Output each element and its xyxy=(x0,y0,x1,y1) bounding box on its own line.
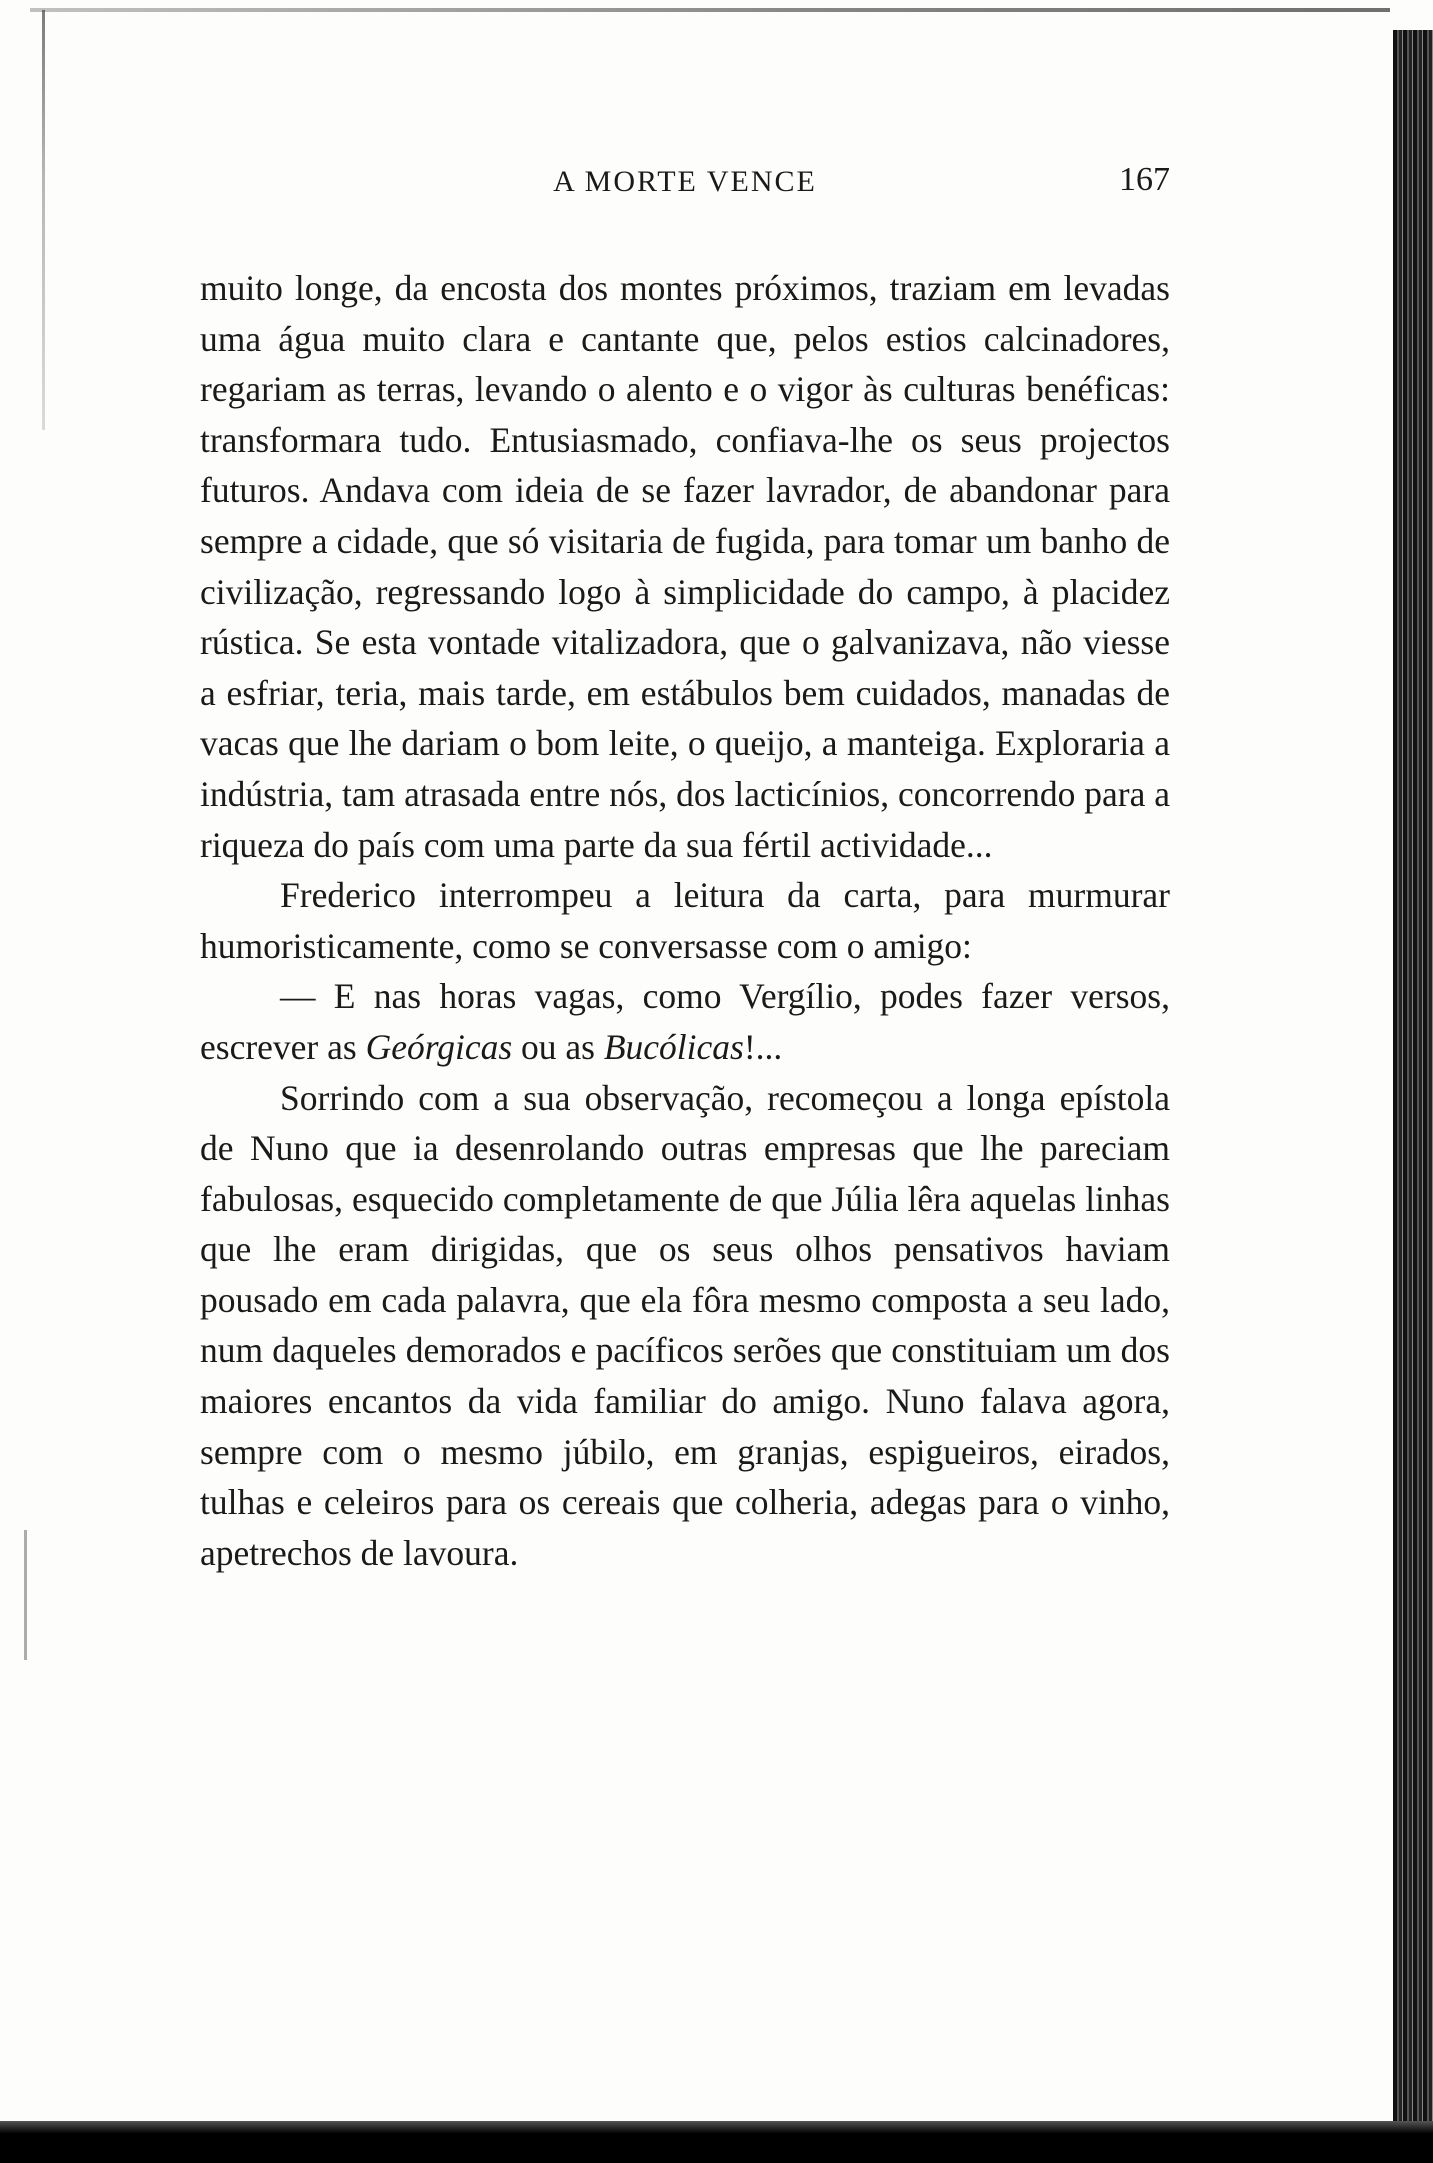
page-header xyxy=(200,161,1170,205)
title-georgicas: Geórgicas xyxy=(365,1026,513,1067)
book-binding-edge xyxy=(1393,30,1433,2163)
dialogue-line xyxy=(200,971,1170,1072)
dialogue-middle: ou as xyxy=(512,1026,604,1067)
scan-bottom-edge xyxy=(0,2121,1433,2163)
body-text xyxy=(200,263,1170,1578)
title-bucolicas: Bucólicas xyxy=(603,1026,744,1067)
scan-left-mark xyxy=(24,1530,27,1660)
running-title: A MORTE VENCE xyxy=(553,165,817,198)
paragraph-frederico: Frederico interrompeu a leitura da carta, para murmurar humoristicamente, como se conversasse com o amigo: xyxy=(200,875,1170,966)
page-number: 167 xyxy=(1119,161,1170,198)
paragraph-continuation: muito longe, da encosta dos montes próximos, traziam em levadas uma água muito clara e cantante que, pelos estios calcinadores, regariam as terras, levando o alento e o vigor às culturas benéficas: transformara tudo. Entusiasmado, confiava-lhe os seus projectos futuros. Andava com ideia de se fazer lavrador, de abandonar para sempre a cidade, que só visitaria de fugida, para tomar um banho de civilização, regressando logo à simplicidade do campo, à placidez rústica. Se esta vontade vitalizadora, que o galvanizava, não viesse a esfriar, teria, mais tarde, em estábulos bem cuidados, manadas de vacas que lhe dariam o bom leite, o queijo, a manteiga. Exploraria a indústria, tam atrasada entre nós, dos lacticínios, concorrendo para a riqueza do país com uma parte da sua fértil actividade... xyxy=(200,268,1170,865)
paragraph-sorrindo: Sorrindo com a sua observação, recomeçou a longa epístola de Nuno que ia desenrolando outras empresas que lhe pareciam fabulosas, esquecido completamente de que Júlia lêra aquelas linhas que lhe eram dirigidas, que os seus olhos pensativos haviam pousado em cada palavra, que ela fôra mesmo composta a seu lado, num daqueles demorados e pacíficos serões que constituiam um dos maiores encantos da vida familiar do amigo. Nuno falava agora, sempre com o mesmo júbilo, em granjas, espigueiros, eirados, tulhas e celeiros para os cereais que colheria, adegas para o vinho, apetrechos de lavoura. xyxy=(200,1077,1170,1573)
dialogue-prefix: — E nas horas vagas, como Vergílio, podes fazer versos, escrever as xyxy=(200,976,1170,1067)
scan-left-edge xyxy=(42,10,45,430)
scan-top-edge xyxy=(30,8,1390,12)
dialogue-suffix: !... xyxy=(743,1026,783,1067)
